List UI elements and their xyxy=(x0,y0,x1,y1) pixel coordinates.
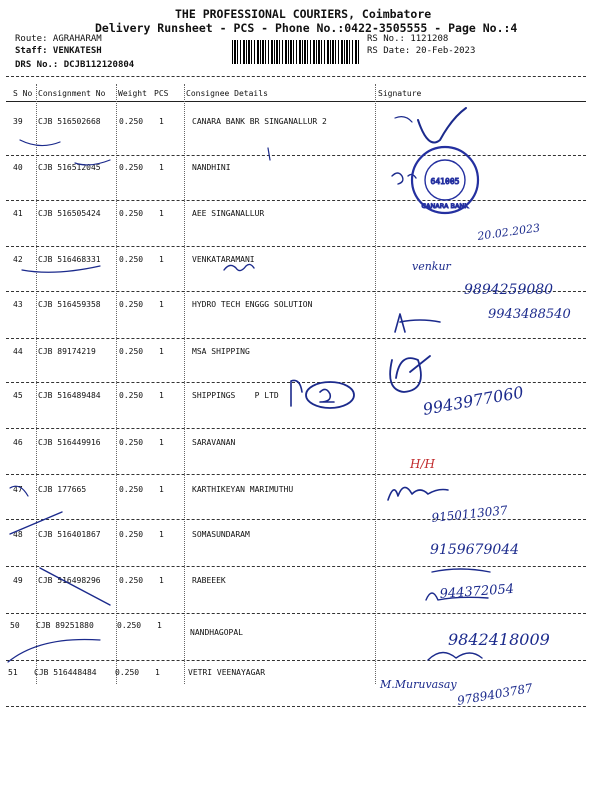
handwritten-name: venkur xyxy=(412,260,451,273)
row-consignee: RABEEEK xyxy=(192,576,226,585)
row-consignment: CJB 516505424 xyxy=(38,209,101,218)
row-weight: 0.250 xyxy=(119,530,144,539)
row-weight: 0.250 xyxy=(119,438,144,447)
consignment-scribble xyxy=(10,512,62,534)
row-sno: 44 xyxy=(13,347,23,356)
row-consignee: SARAVANAN xyxy=(192,438,236,447)
handwritten-phone: 9943977060 xyxy=(421,382,525,419)
signature-row-47 xyxy=(388,487,448,500)
row-pcs: 1 xyxy=(159,347,164,356)
pen-mark xyxy=(291,380,302,406)
row-consignee: HYDRO TECH ENGGG SOLUTION xyxy=(192,300,313,309)
signature-row-43 xyxy=(395,314,440,332)
signature-row-44 xyxy=(390,356,430,392)
row-pcs: 1 xyxy=(159,163,164,172)
row-weight: 0.250 xyxy=(119,347,144,356)
signature-row-50 xyxy=(428,652,482,660)
route-label: Route: AGRAHARAM xyxy=(15,34,102,44)
col-weight: Weight xyxy=(118,89,147,98)
row-consignee: VENKATARAMANI xyxy=(192,255,255,264)
row-consignment: CJB 89251880 xyxy=(36,621,94,630)
handwritten-phone: 9159679044 xyxy=(430,542,520,558)
handwritten-name: M.Muruvasay xyxy=(380,678,457,691)
row-pcs: 1 xyxy=(159,209,164,218)
row-consignee: CANARA BANK BR SINGANALLUR 2 xyxy=(192,117,327,126)
handwritten-phone: 9150113037 xyxy=(430,503,509,525)
row-sno: 48 xyxy=(13,530,23,539)
row-weight: 0.250 xyxy=(119,576,144,585)
row-sno: 46 xyxy=(13,438,23,447)
row-weight: 0.250 xyxy=(119,485,144,494)
row-sno: 50 xyxy=(10,621,20,630)
row-sno: 49 xyxy=(13,576,23,585)
row-consignee: SOMASUNDARAM xyxy=(192,530,250,539)
consignment-scribble xyxy=(20,140,60,146)
row-consignment: CJB 177665 xyxy=(38,485,87,494)
handwritten-phone: 9894259080 xyxy=(464,282,554,298)
row-sno: 40 xyxy=(13,163,23,172)
row-pcs: 1 xyxy=(155,668,160,677)
signature-row-39 xyxy=(418,108,466,143)
stamp-label: CANARA BANK xyxy=(421,202,469,210)
col-sno: S No xyxy=(13,89,33,98)
row-consignee: NANDHINI xyxy=(192,163,231,172)
consignment-scribble xyxy=(10,486,28,496)
stamp-code: 641005 xyxy=(430,177,460,186)
row-consignee: NANDHAGOPAL xyxy=(190,628,243,637)
col-pcs: PCS xyxy=(154,89,169,98)
consignment-scribble xyxy=(8,639,100,662)
row-weight: 0.250 xyxy=(115,668,140,677)
pen-mark xyxy=(320,389,334,402)
row-sno: 43 xyxy=(13,300,23,309)
row-consignee: AEE SINGANALLUR xyxy=(192,209,265,218)
pen-mark xyxy=(268,148,270,160)
col-consignee: Consignee Details xyxy=(186,89,268,98)
row-pcs: 1 xyxy=(159,530,164,539)
signature-row-42 xyxy=(224,264,254,270)
row-consignment: CJB 516449916 xyxy=(38,438,101,447)
handwritten-phone: 9943488540 xyxy=(488,307,571,322)
row-sno: 41 xyxy=(13,209,23,218)
staff-label: Staff: VENKATESH xyxy=(15,46,102,56)
consignment-scribble xyxy=(75,160,110,165)
row-pcs: 1 xyxy=(159,117,164,126)
row-consignment: CJB 516498296 xyxy=(38,576,101,585)
col-signature: Signature xyxy=(378,89,422,98)
bank-stamp xyxy=(412,147,478,213)
consignment-scribble xyxy=(22,266,100,272)
row-consignment: CJB 516468331 xyxy=(38,255,101,264)
row-weight: 0.250 xyxy=(119,117,144,126)
row-weight: 0.250 xyxy=(119,255,144,264)
row-consignment: CJB 516502668 xyxy=(38,117,101,126)
row-consignee: SHIPPINGS P LTD xyxy=(192,391,279,400)
row-consignment: CJB 516459358 xyxy=(38,300,101,309)
consignment-scribble xyxy=(40,568,110,605)
row-weight: 0.250 xyxy=(119,300,144,309)
signature-scribble xyxy=(395,117,412,122)
row-consignment: CJB 516489484 xyxy=(38,391,101,400)
row-pcs: 1 xyxy=(159,300,164,309)
row-weight: 0.250 xyxy=(119,209,144,218)
row-weight: 0.250 xyxy=(117,621,142,630)
handwritten-phone: 944372054 xyxy=(439,581,515,602)
row-pcs: 1 xyxy=(159,391,164,400)
row-consignee: MSA SHIPPING xyxy=(192,347,250,356)
rs-number: RS No.: 1121208 xyxy=(367,34,449,44)
row-consignee: KARTHIKEYAN MARIMUTHU xyxy=(192,485,294,494)
handwritten-mark: H/H xyxy=(410,457,435,471)
handwritten-date: 20.02.2023 xyxy=(476,221,541,243)
row-consignment: CJB 516448484 xyxy=(34,668,97,677)
row-weight: 0.250 xyxy=(119,391,144,400)
row-pcs: 1 xyxy=(159,485,164,494)
row-pcs: 1 xyxy=(159,255,164,264)
row-consignment: CJB 516512045 xyxy=(38,163,101,172)
row-consignment: CJB 516401867 xyxy=(38,530,101,539)
row-sno: 47 xyxy=(13,485,23,494)
row-consignment: CJB 89174219 xyxy=(38,347,96,356)
row-sno: 39 xyxy=(13,117,23,126)
handwritten-phone: 9842418009 xyxy=(448,630,550,649)
row-pcs: 1 xyxy=(159,576,164,585)
row-consignee: VETRI VEENAYAGAR xyxy=(188,668,266,677)
row-sno: 45 xyxy=(13,391,23,400)
row-sno: 51 xyxy=(8,668,18,677)
col-consignment: Consignment No xyxy=(38,89,106,98)
handwritten-phone: 9789403787 xyxy=(456,680,534,708)
row-weight: 0.250 xyxy=(119,163,144,172)
drs-number: DRS No.: DCJB112120804 xyxy=(15,60,135,70)
company-title: THE PROFESSIONAL COURIERS, Coimbatore xyxy=(175,7,432,21)
row-sno: 42 xyxy=(13,255,23,264)
signature-row-49 xyxy=(432,569,490,572)
runsheet-subtitle: Delivery Runsheet - PCS - Phone No.:0422-3505555 - Page No.:4 xyxy=(95,21,518,35)
row-pcs: 1 xyxy=(159,438,164,447)
row-pcs: 1 xyxy=(157,621,162,630)
rs-date: RS Date: 20-Feb-2023 xyxy=(367,46,476,56)
